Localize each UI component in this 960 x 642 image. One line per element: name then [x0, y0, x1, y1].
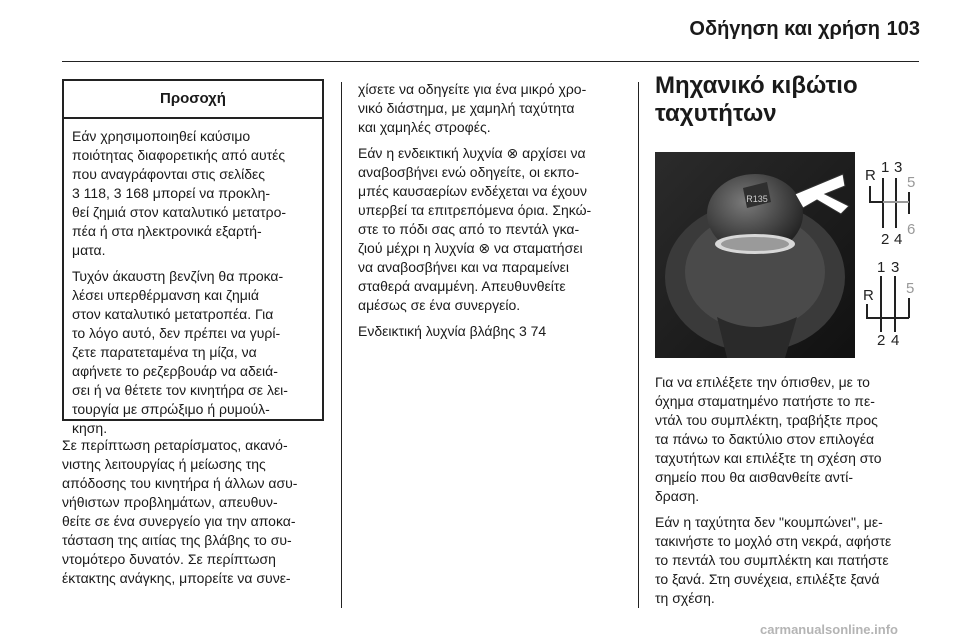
text-line: να αναβοσβήνει και να παραμείνει: [358, 259, 570, 275]
text-line: νήθιστων προβλημάτων, απευθυν-: [62, 494, 278, 510]
text-line: ντάλ του συμπλέκτη, τραβήξτε προς: [655, 412, 878, 428]
text-line: τακινήστε το μοχλό στη νεκρά, αφήστε: [655, 533, 892, 549]
text-line: μπές καυσαερίων ενδέχεται να έχουν: [358, 183, 587, 199]
gearshift-illustration: [655, 152, 920, 358]
text-line: έκτακτης ανάγκης, μπορείτε να συνε-: [62, 570, 291, 586]
gear-label-1: 1: [881, 159, 890, 176]
text-line: αφήνετε το ρεζερβουάρ να αδειά-: [72, 363, 278, 379]
text-line: αναβοσβήνει ενώ οδηγείτε, οι εκπο-: [358, 164, 580, 180]
text-line: νικό διάστημα, με χαμηλή ταχύτητα: [358, 100, 575, 116]
gear-label-1: 1: [877, 259, 886, 276]
text-line: στον καταλυτικό μετατροπέα. Για: [72, 306, 274, 322]
watermark: carmanualsonline.info: [760, 622, 898, 637]
gear-label-5: 5: [906, 280, 915, 297]
text-line: Εάν χρησιμοποιηθεί καύσιμο: [72, 128, 251, 144]
text-line: σημείο που θα αισθανθείτε αντί-: [655, 469, 854, 485]
gear-label-4: 4: [894, 231, 903, 248]
warning-paragraph-2: [72, 267, 314, 438]
text-line: υπερβεί τα επιτρεπόμενα όρια. Σηκώ-: [358, 202, 592, 218]
text-line: θεί ζημιά στον καταλυτικό μετατρο-: [72, 204, 287, 220]
text-line: ματα.: [72, 242, 106, 258]
text-line: το ξανά. Στη συνέχεια, επιλέξτε ξανά: [655, 571, 880, 587]
text-line: Εάν η ενδεικτική λυχνία ⊗ αρχίσει να: [358, 145, 586, 161]
text-line: κηση.: [72, 420, 108, 436]
text-line: θείτε σε ένα συνεργείο για την αποκα-: [62, 513, 296, 529]
text-line: απόδοσης του κινητήρα ή άλλων ασυ-: [62, 475, 298, 491]
middle-paragraph-2: [358, 144, 630, 315]
text-line: Εάν η ταχύτητα δεν "κουμπώνει", με-: [655, 514, 883, 530]
warning-paragraph-1: [72, 127, 314, 260]
text-line: δραση.: [655, 488, 700, 504]
text-line: ζετε παρατεταμένα τη μίζα, να: [72, 344, 257, 360]
text-line: Για να επιλέξετε την όπισθεν, με το: [655, 374, 870, 390]
text-line: ζιού μέχρι η λυχνία ⊗ να σταματήσει: [358, 240, 583, 256]
right-column-text: [655, 373, 925, 615]
text-line: και χαμηλές στροφές.: [358, 119, 491, 135]
text-line: που αναγράφονται στις σελίδες: [72, 166, 266, 182]
text-line: λέσει υπερθέρμανση και ζημιά: [72, 287, 260, 303]
middle-paragraph-1: [358, 80, 630, 137]
text-line: Τυχόν άκαυστη βενζίνη θα προκα-: [72, 268, 284, 284]
text-line: νιστης λειτουργίας ή μείωσης της: [62, 456, 266, 472]
gear-engage-paragraph: [655, 513, 925, 608]
reverse-gear-paragraph: [655, 373, 925, 506]
left-column-text: [62, 436, 332, 595]
text-line: ποιότητας διαφορετικής από αυτές: [72, 147, 286, 163]
text-line: πέα ή στα ηλεκτρονικά εξαρτή-: [72, 223, 262, 239]
text-line: το λόγο αυτό, δεν πρέπει να γυρί-: [72, 325, 281, 341]
knob-pattern-icon: R135: [746, 194, 768, 204]
text-line: ταχυτήτων και επιλέξτε τη σχέση στο: [655, 450, 882, 466]
text-line: στε το πόδι σας από το πεντάλ γκα-: [358, 221, 580, 237]
gear-label-2: 2: [877, 332, 886, 349]
text-line: Σε περίπτωση ρεταρίσματος, ακανό-: [62, 437, 288, 453]
text-line: ντομότερο δυνατόν. Σε περίπτωση: [62, 551, 276, 567]
section-heading-line: ταχυτήτων: [655, 100, 777, 127]
warning-box: [62, 79, 324, 436]
section-heading-line: Μηχανικό κιβώτιο: [655, 72, 858, 99]
gear-label-3: 3: [894, 159, 903, 176]
text-line: σει ή να θέτετε τον κινητήρα σε λει-: [72, 382, 288, 398]
text-line: χίσετε να οδηγείτε για ένα μικρό χρο-: [358, 81, 587, 97]
gear-label-5: 5: [907, 174, 916, 191]
text-line: το πεντάλ του συμπλέκτη και πατήστε: [655, 552, 889, 568]
column-divider-2: [638, 82, 639, 608]
text-line: τάσταση της αιτίας της βλάβης το συ-: [62, 532, 292, 548]
gear-label-6: 6: [907, 221, 916, 238]
text-line: όχημα σταματημένο πατήστε το πε-: [655, 393, 875, 409]
text-line: σταθερά αναμμένη. Απευθυνθείτε: [358, 278, 566, 294]
gear-label-4: 4: [891, 332, 900, 349]
text-line: αμέσως σε ένα συνεργείο.: [358, 297, 521, 313]
middle-column-text: [358, 80, 630, 348]
middle-paragraph-3: [358, 322, 630, 341]
gear-label-r: R: [863, 287, 874, 304]
warning-title: Προσοχή: [64, 81, 322, 119]
page-reference-link[interactable]: Ενδεικτική λυχνία βλάβης 3 74: [358, 323, 547, 339]
header-rule: [62, 61, 919, 62]
shift-pattern-5-speed: [855, 256, 920, 358]
text-line: τη σχέση.: [655, 590, 715, 606]
page-reference-link[interactable]: 3 118, 3 168 μπορεί να προκλη-: [72, 185, 271, 201]
column-divider-1: [341, 82, 342, 608]
gear-label-r: R: [865, 167, 876, 184]
text-line: τουργία με σπρώξιμο ή ρυμούλ-: [72, 401, 270, 417]
malfunction-paragraph: [62, 436, 332, 588]
shift-pattern-6-speed: [855, 152, 920, 256]
page-number: 103: [886, 18, 920, 40]
warning-body: [64, 119, 322, 438]
gear-label-3: 3: [891, 259, 900, 276]
page-header-title: Οδήγηση και χρήση: [689, 18, 880, 40]
text-line: τα πάνω το δακτύλιο στον επιλογέα: [655, 431, 875, 447]
section-heading: [655, 72, 858, 128]
gear-label-2: 2: [881, 231, 890, 248]
